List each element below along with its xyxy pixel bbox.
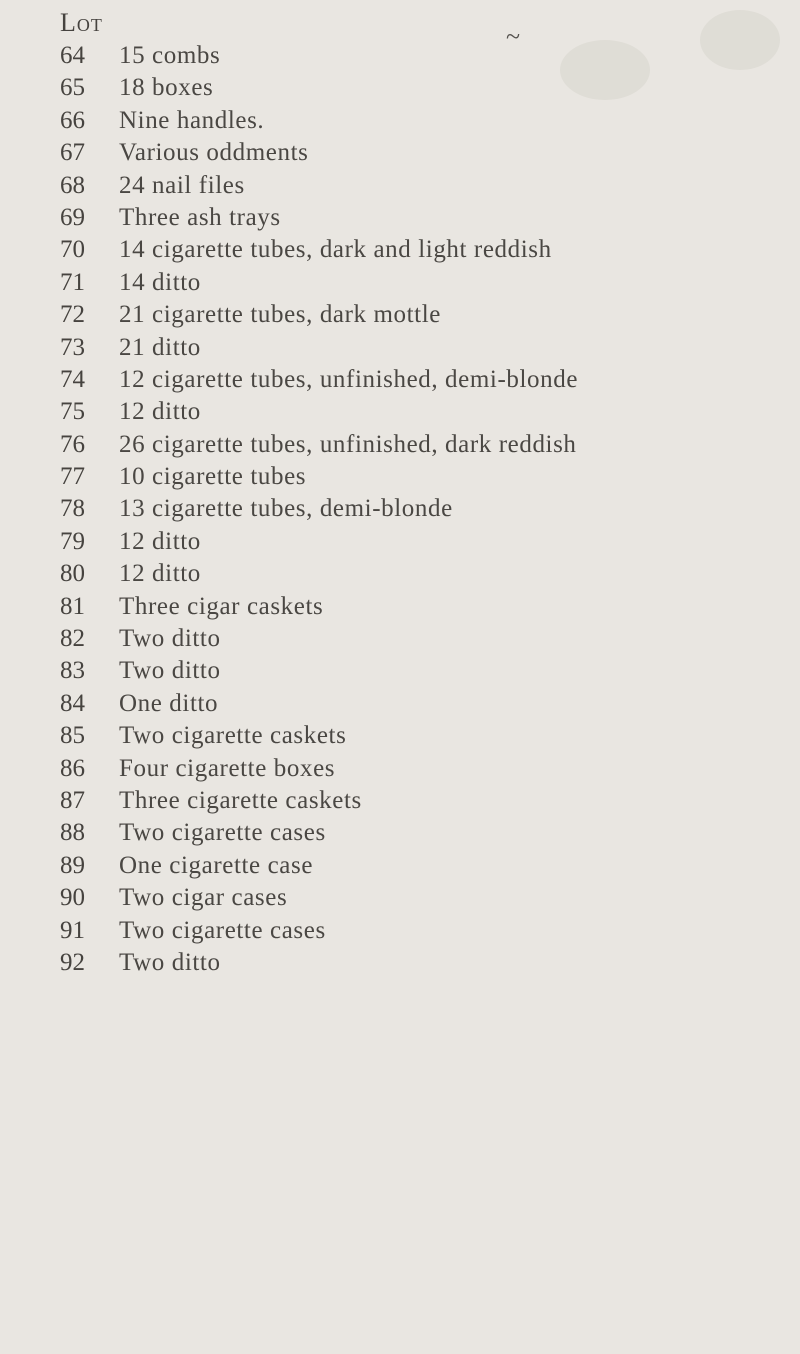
lot-row bbox=[0, 947, 800, 979]
lot-description: Three cigarette caskets bbox=[119, 786, 362, 814]
lot-number: 80 bbox=[60, 560, 85, 588]
lot-description: 12 ditto bbox=[119, 527, 201, 555]
lot-row bbox=[0, 850, 800, 882]
lot-number: 66 bbox=[60, 106, 85, 134]
lot-description: Four cigarette boxes bbox=[119, 754, 336, 782]
lot-description: One ditto bbox=[119, 689, 219, 717]
lot-number: 83 bbox=[60, 657, 85, 685]
lot-description: Nine handles. bbox=[119, 106, 265, 134]
lot-number: 71 bbox=[60, 268, 85, 296]
lot-description: 12 cigarette tubes, unfinished, demi-blonde bbox=[119, 365, 579, 393]
lot-row bbox=[0, 753, 800, 785]
lot-row bbox=[0, 558, 800, 590]
lot-number: 84 bbox=[60, 689, 85, 717]
lot-description: 21 ditto bbox=[119, 333, 201, 361]
lot-description: Three ash trays bbox=[119, 203, 281, 231]
lot-row bbox=[0, 396, 800, 428]
lot-description: Various oddments bbox=[119, 139, 309, 167]
lot-row bbox=[0, 332, 800, 364]
lot-number: 87 bbox=[60, 786, 85, 814]
lot-row bbox=[0, 105, 800, 137]
lot-description: One cigarette case bbox=[119, 851, 314, 879]
lot-number: 70 bbox=[60, 236, 85, 264]
lot-row bbox=[0, 72, 800, 104]
lot-row bbox=[0, 299, 800, 331]
lot-description: 24 nail files bbox=[119, 171, 245, 199]
lot-description: 26 cigarette tubes, unfinished, dark reddish bbox=[119, 430, 577, 458]
lot-description: Two cigarette cases bbox=[119, 819, 326, 847]
page-mark: ~ bbox=[506, 22, 522, 51]
lot-description: Two cigarette caskets bbox=[119, 722, 347, 750]
lot-row bbox=[0, 591, 800, 623]
lot-row bbox=[0, 655, 800, 687]
lot-row bbox=[0, 785, 800, 817]
lot-row bbox=[0, 915, 800, 947]
lot-row bbox=[0, 364, 800, 396]
lot-description: 21 cigarette tubes, dark mottle bbox=[119, 301, 441, 329]
lot-row bbox=[0, 623, 800, 655]
lot-row bbox=[0, 493, 800, 525]
lot-number: 68 bbox=[60, 171, 85, 199]
lot-number: 69 bbox=[60, 203, 85, 231]
lot-row bbox=[0, 526, 800, 558]
lot-row bbox=[0, 720, 800, 752]
lot-number: 82 bbox=[60, 625, 85, 653]
lot-number: 89 bbox=[60, 851, 85, 879]
lot-number: 79 bbox=[60, 527, 85, 555]
lot-number: 67 bbox=[60, 139, 85, 167]
lot-description: 14 cigarette tubes, dark and light reddish bbox=[119, 236, 552, 264]
lot-description: 12 ditto bbox=[119, 398, 201, 426]
lot-description: Two ditto bbox=[119, 625, 221, 653]
lot-number: 92 bbox=[60, 948, 85, 976]
lot-description: 14 ditto bbox=[119, 268, 201, 296]
lot-row bbox=[0, 882, 800, 914]
lot-row bbox=[0, 137, 800, 169]
lot-description: Three cigar caskets bbox=[119, 592, 324, 620]
lot-row bbox=[0, 461, 800, 493]
lot-number: 81 bbox=[60, 592, 85, 620]
lot-row bbox=[0, 817, 800, 849]
lot-row bbox=[0, 170, 800, 202]
lot-row bbox=[0, 234, 800, 266]
lot-number: 78 bbox=[60, 495, 85, 523]
lot-description: Two cigar cases bbox=[119, 884, 288, 912]
lot-number: 74 bbox=[60, 365, 85, 393]
lot-column-header: Lot bbox=[60, 8, 103, 37]
lot-number: 88 bbox=[60, 819, 85, 847]
lot-description: Two ditto bbox=[119, 948, 221, 976]
lot-description: 15 combs bbox=[119, 42, 221, 69]
lot-row bbox=[0, 688, 800, 720]
lot-number: 85 bbox=[60, 722, 85, 750]
lot-description: 13 cigarette tubes, demi-blonde bbox=[119, 495, 453, 523]
lot-number: 73 bbox=[60, 333, 85, 361]
lot-number: 77 bbox=[60, 463, 85, 491]
lot-description: 18 boxes bbox=[119, 74, 214, 102]
lot-row bbox=[0, 267, 800, 299]
lot-number: 65 bbox=[60, 74, 85, 102]
lot-number: 75 bbox=[60, 398, 85, 426]
lot-description: 12 ditto bbox=[119, 560, 201, 588]
lot-row bbox=[0, 40, 800, 72]
lot-row bbox=[0, 202, 800, 234]
lot-number: 76 bbox=[60, 430, 85, 458]
lot-list bbox=[0, 40, 800, 979]
lot-number: 64 bbox=[60, 42, 85, 69]
lot-number: 86 bbox=[60, 754, 85, 782]
lot-row bbox=[0, 429, 800, 461]
lot-description: Two cigarette cases bbox=[119, 916, 326, 944]
lot-number: 91 bbox=[60, 916, 85, 944]
lot-number: 72 bbox=[60, 301, 85, 329]
lot-number: 90 bbox=[60, 884, 85, 912]
lot-description: Two ditto bbox=[119, 657, 221, 685]
lot-description: 10 cigarette tubes bbox=[119, 463, 307, 491]
